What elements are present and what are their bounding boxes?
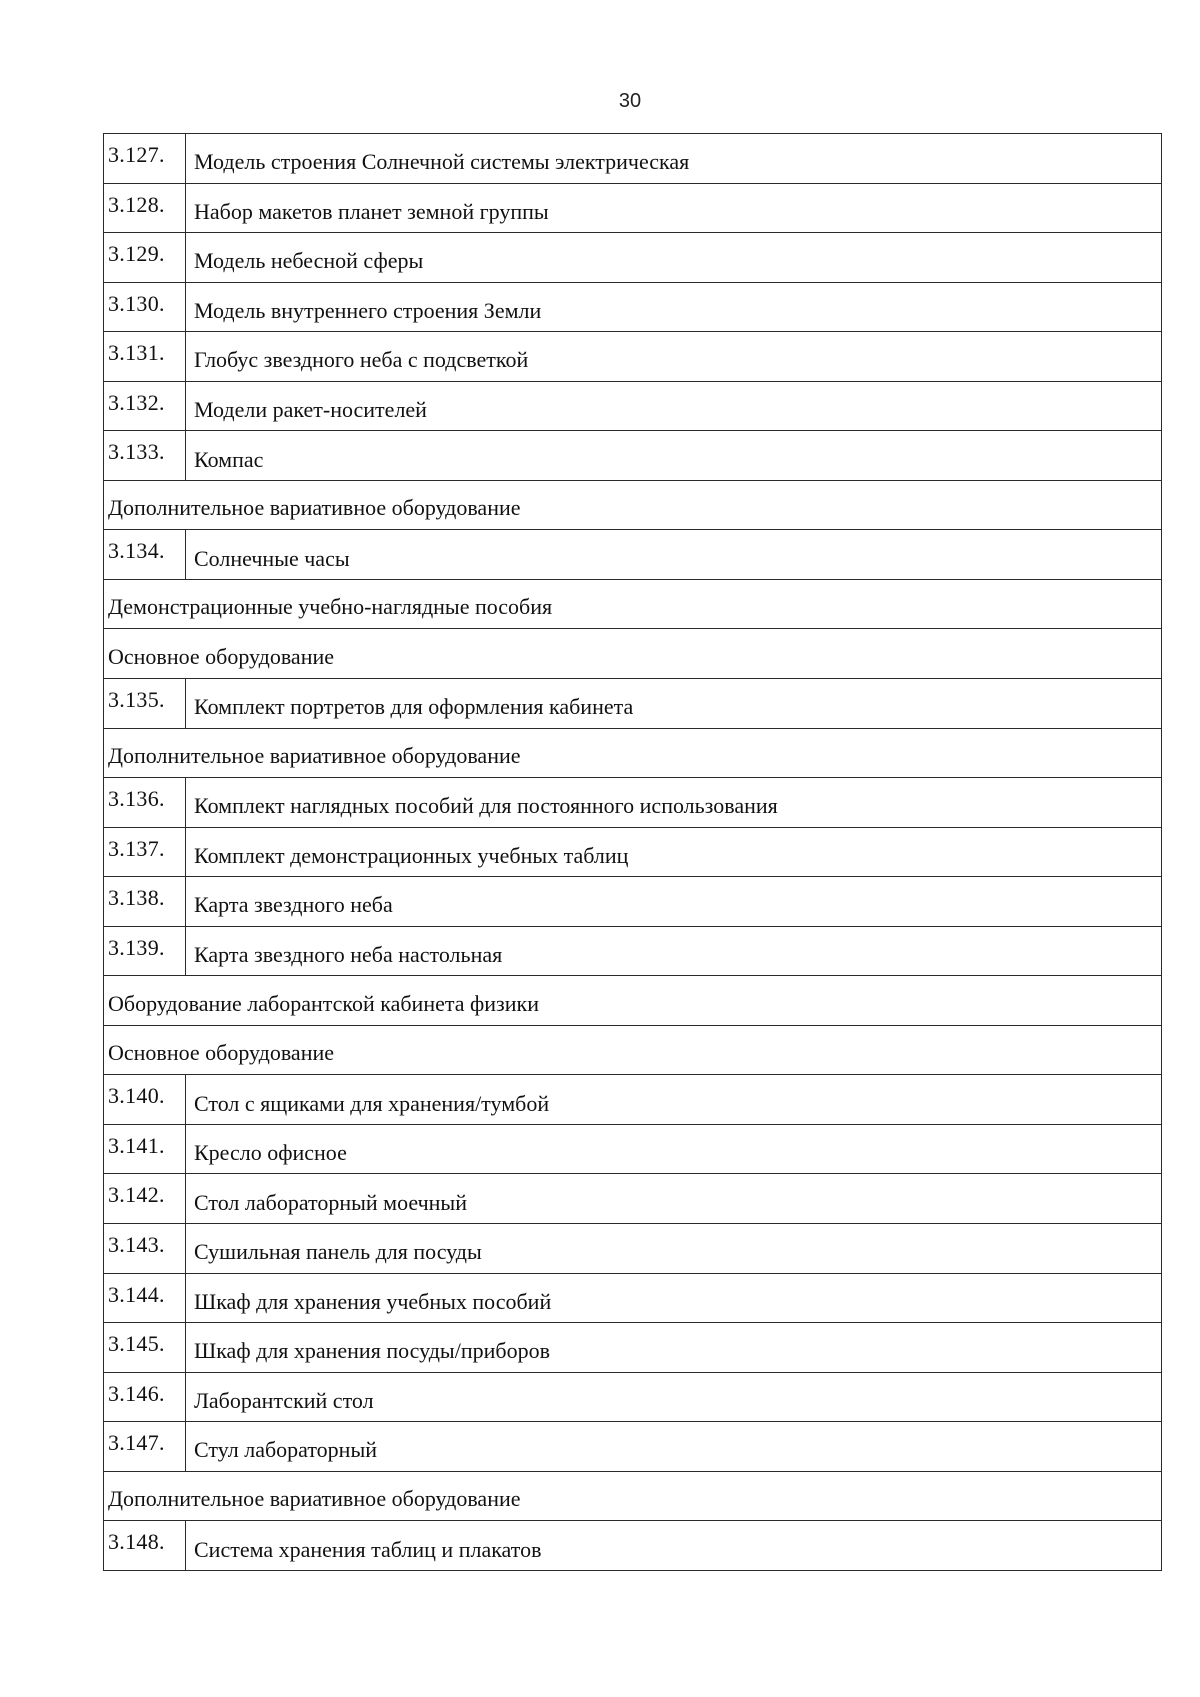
section-row xyxy=(104,480,1162,530)
section-heading: Демонстрационные учебно-наглядные пособия xyxy=(104,579,1162,629)
item-number: 3.137. xyxy=(104,827,186,877)
section-row xyxy=(104,1471,1162,1521)
item-number: 3.133. xyxy=(104,431,186,481)
item-number: 3.147. xyxy=(104,1422,186,1472)
item-number: 3.142. xyxy=(104,1174,186,1224)
item-name: Лаборантский стол xyxy=(186,1372,1162,1422)
table-row xyxy=(104,778,1162,828)
table-row xyxy=(104,134,1162,184)
item-name: Стол с ящиками для хранения/тумбой xyxy=(186,1075,1162,1125)
table-row xyxy=(104,332,1162,382)
item-name: Стол лабораторный моечный xyxy=(186,1174,1162,1224)
item-number: 3.128. xyxy=(104,183,186,233)
table-row xyxy=(104,877,1162,927)
equipment-table xyxy=(103,133,1162,1571)
item-name: Комплект демонстрационных учебных таблиц xyxy=(186,827,1162,877)
item-number: 3.127. xyxy=(104,134,186,184)
table-row xyxy=(104,1224,1162,1274)
item-number: 3.145. xyxy=(104,1323,186,1373)
section-row xyxy=(104,976,1162,1026)
section-row xyxy=(104,1025,1162,1075)
table-row xyxy=(104,926,1162,976)
item-number: 3.143. xyxy=(104,1224,186,1274)
table-row xyxy=(104,1372,1162,1422)
section-heading: Основное оборудование xyxy=(104,1025,1162,1075)
equipment-table-body xyxy=(104,134,1162,1571)
table-row xyxy=(104,1075,1162,1125)
section-heading: Основное оборудование xyxy=(104,629,1162,679)
page-number: 30 xyxy=(618,90,642,112)
item-name: Сушильная панель для посуды xyxy=(186,1224,1162,1274)
table-row xyxy=(104,1273,1162,1323)
item-number: 3.130. xyxy=(104,282,186,332)
table-row xyxy=(104,1521,1162,1571)
item-name: Шкаф для хранения учебных пособий xyxy=(186,1273,1162,1323)
section-heading: Дополнительное вариативное оборудование xyxy=(104,1471,1162,1521)
item-name: Модель внутреннего строения Земли xyxy=(186,282,1162,332)
item-number: 3.136. xyxy=(104,778,186,828)
item-name: Кресло офисное xyxy=(186,1124,1162,1174)
item-name: Карта звездного неба настольная xyxy=(186,926,1162,976)
item-number: 3.144. xyxy=(104,1273,186,1323)
item-number: 3.146. xyxy=(104,1372,186,1422)
item-number: 3.131. xyxy=(104,332,186,382)
section-heading: Дополнительное вариативное оборудование xyxy=(104,480,1162,530)
item-name: Шкаф для хранения посуды/приборов xyxy=(186,1323,1162,1373)
item-number: 3.148. xyxy=(104,1521,186,1571)
item-name: Глобус звездного неба с подсветкой xyxy=(186,332,1162,382)
item-number: 3.134. xyxy=(104,530,186,580)
section-heading: Оборудование лаборантской кабинета физики xyxy=(104,976,1162,1026)
item-number: 3.138. xyxy=(104,877,186,927)
item-number: 3.141. xyxy=(104,1124,186,1174)
item-name: Комплект наглядных пособий для постоянного использования xyxy=(186,778,1162,828)
table-row xyxy=(104,431,1162,481)
table-row xyxy=(104,679,1162,729)
item-name: Модель строения Солнечной системы электрическая xyxy=(186,134,1162,184)
table-row xyxy=(104,282,1162,332)
table-row xyxy=(104,1124,1162,1174)
item-name: Модели ракет-носителей xyxy=(186,381,1162,431)
table-row xyxy=(104,1174,1162,1224)
table-row xyxy=(104,183,1162,233)
item-number: 3.139. xyxy=(104,926,186,976)
section-heading: Дополнительное вариативное оборудование xyxy=(104,728,1162,778)
item-name: Компас xyxy=(186,431,1162,481)
section-row xyxy=(104,629,1162,679)
item-number: 3.132. xyxy=(104,381,186,431)
item-name: Солнечные часы xyxy=(186,530,1162,580)
table-row xyxy=(104,530,1162,580)
item-name: Набор макетов планет земной группы xyxy=(186,183,1162,233)
table-row xyxy=(104,381,1162,431)
item-name: Система хранения таблиц и плакатов xyxy=(186,1521,1162,1571)
item-number: 3.129. xyxy=(104,233,186,283)
table-row xyxy=(104,1323,1162,1373)
section-row xyxy=(104,728,1162,778)
table-row xyxy=(104,1422,1162,1472)
item-name: Карта звездного неба xyxy=(186,877,1162,927)
table-row xyxy=(104,827,1162,877)
table-row xyxy=(104,233,1162,283)
item-name: Модель небесной сферы xyxy=(186,233,1162,283)
item-name: Стул лабораторный xyxy=(186,1422,1162,1472)
item-number: 3.140. xyxy=(104,1075,186,1125)
section-row xyxy=(104,579,1162,629)
item-name: Комплект портретов для оформления кабинета xyxy=(186,679,1162,729)
item-number: 3.135. xyxy=(104,679,186,729)
